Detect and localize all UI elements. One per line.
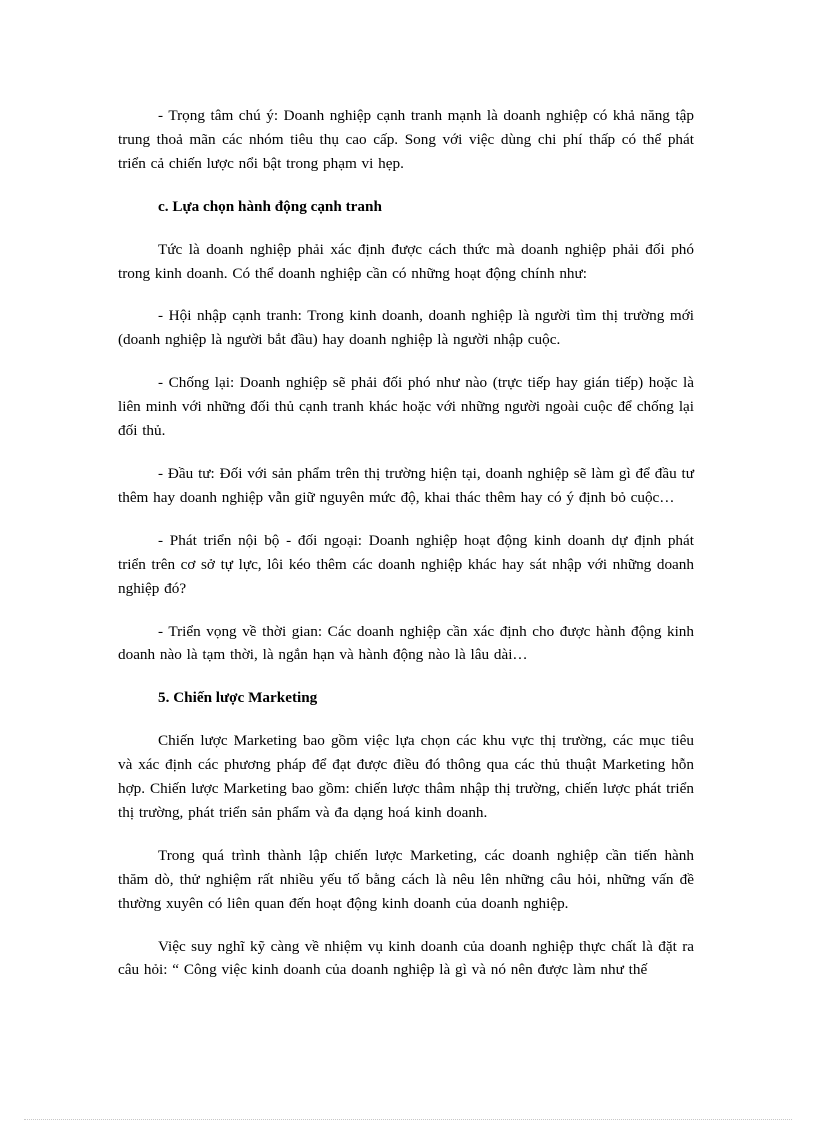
page-bottom-divider (24, 1119, 792, 1120)
paragraph-time-outlook: - Triển vọng về thời gian: Các doanh nghiệp cần xác định cho được hành động kinh doanh nào là tạm thời, là ngắn hạn và hành động nào là lâu dài… (118, 622, 694, 664)
paragraph-resist: - Chống lại: Doanh nghiệp sẽ phải đối phó như nào (trực tiếp hay gián tiếp) hoặc là liên minh với những đối thủ cạnh tranh khác hoặc với những người ngoài cuộc để chống lại đối thủ. (118, 374, 694, 440)
section-heading-marketing-strategy: 5. Chiến lược Marketing (158, 689, 318, 707)
paragraph-competitive-integration: - Hội nhập cạnh tranh: Trong kinh doanh, doanh nghiệp là người tìm thị trường mới (doanh nghiệp là người bắt đầu) hay doanh nghiệp là người nhập cuộc. (118, 307, 694, 349)
paragraph-investment: - Đầu tư: Đối với sản phẩm trên thị trường hiện tại, doanh nghiệp sẽ làm gì để đầu tư thêm hay doanh nghiệp vẫn giữ nguyên mức độ, khai thác thêm hay có ý định bỏ cuộc… (118, 464, 694, 506)
paragraph-business-mission: Việc suy nghĩ kỹ càng về nhiệm vụ kinh doanh của doanh nghiệp thực chất là đặt ra câu hỏi: “ Công việc kinh doanh của doanh nghiệp là gì và nó nên được làm như thế (118, 937, 694, 979)
paragraph-marketing-definition: Chiến lược Marketing bao gồm việc lựa chọn các khu vực thị trường, các mục tiêu và xác định các phương pháp để đạt được điều đó thông qua các thủ thuật Marketing hỗn hợp. Chiến lược Marketing bao gồm: chiến lược thâm nhập thị trường, chiến lược phát triển thị trường, phát triển sản phẩm và đa dạng hoá kinh doanh. (118, 732, 694, 821)
section-heading-competitive-action: c. Lựa chọn hành động cạnh tranh (158, 197, 382, 215)
paragraph-internal-external-development: - Phát triển nội bộ - đối ngoại: Doanh nghiệp hoạt động kinh doanh dự định phát triển trên cơ sở tự lực, lôi kéo thêm các doanh nghiệp khác hay sát nhập với những doanh nghiệp đó? (118, 531, 694, 597)
paragraph-focus-strategy: - Trọng tâm chú ý: Doanh nghiệp cạnh tranh mạnh là doanh nghiệp có khả năng tập trung thoả mãn các nhóm tiêu thụ cao cấp. Song với việc dùng chi phí thấp có thể phát triển cả chiến lược nổi bật trong phạm vi hẹp. (118, 107, 694, 172)
paragraph-marketing-process: Trong quá trình thành lập chiến lược Marketing, các doanh nghiệp cần tiến hành thăm dò, thử nghiệm rất nhiều yếu tố bằng cách là nêu lên những câu hỏi, những vấn đề thường xuyên có liên quan đến hoạt động kinh doanh của doanh nghiệp. (118, 846, 694, 912)
page-content (118, 104, 694, 1001)
paragraph-competitive-action-intro: Tức là doanh nghiệp phải xác định được cách thức mà doanh nghiệp phải đối phó trong kinh doanh. Có thể doanh nghiệp cần có những hoạt động chính như: (118, 240, 694, 282)
